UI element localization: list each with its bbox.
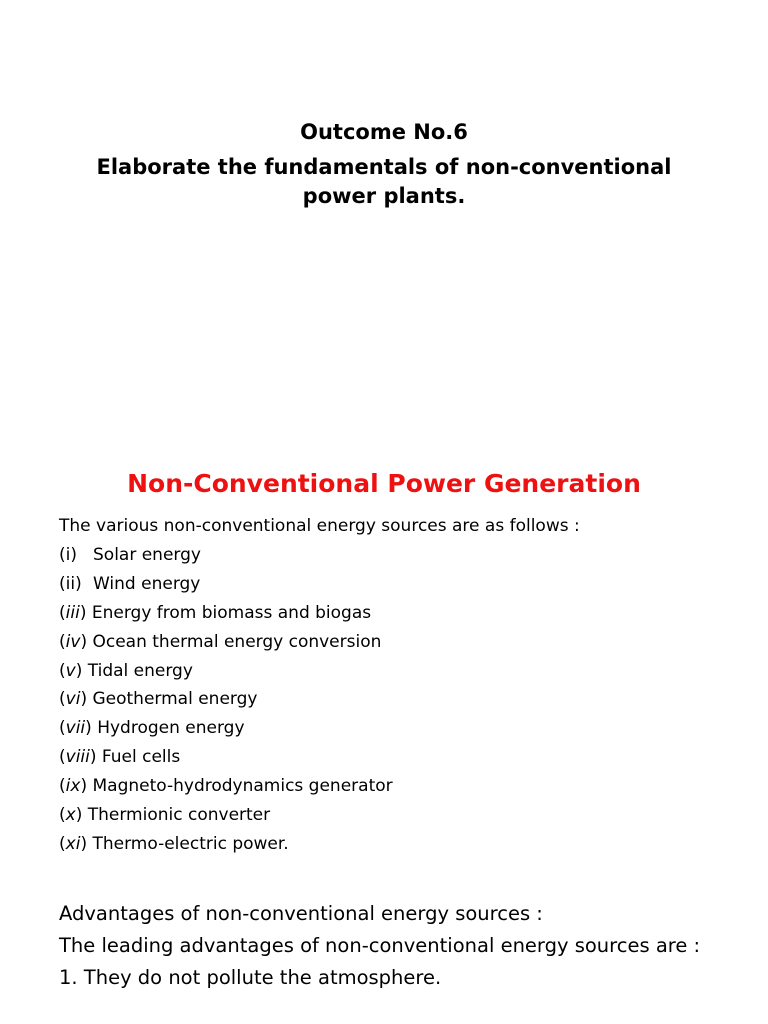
list-item-numeral: vii xyxy=(65,718,86,739)
list-item-label: Thermo-electric power. xyxy=(92,833,289,854)
list-item-label: Magneto-hydrodynamics generator xyxy=(92,776,393,797)
list-item-numeral: v xyxy=(65,660,76,681)
slide-outcome xyxy=(0,0,768,430)
list-item-numeral: vi xyxy=(65,689,81,710)
list-item-label: Ocean thermal energy conversion xyxy=(92,631,382,652)
list-item-numeral: xi xyxy=(65,833,81,854)
list-item-label: Thermionic converter xyxy=(87,805,271,826)
advantage-item: 1. They do not pollute the atmosphere. xyxy=(59,966,442,989)
list-item-label: Tidal energy xyxy=(87,660,193,681)
list-item-label: Geothermal energy xyxy=(92,689,258,710)
list-item-label: Wind energy xyxy=(93,573,201,594)
list-item-label: Solar energy xyxy=(93,545,201,565)
list-item: (iv) Ocean thermal energy conversion xyxy=(59,631,382,652)
list-item: (viii) Fuel cells xyxy=(59,747,181,768)
advantages-section xyxy=(59,898,719,994)
list-item: (x) Thermionic converter xyxy=(59,805,271,826)
list-item-numeral: ii xyxy=(65,573,76,594)
advantages-heading: Advantages of non-conventional energy sources : xyxy=(59,902,543,925)
list-item-label: Energy from biomass and biogas xyxy=(91,602,372,623)
list-item-numeral: x xyxy=(65,805,76,826)
list-item: (iii) Energy from biomass and biogas xyxy=(59,602,372,623)
list-item: (vi) Geothermal energy xyxy=(59,689,258,710)
outcome-label: Outcome No.6 xyxy=(300,120,468,144)
list-item: (i) Solar energy xyxy=(59,545,201,565)
list-item: (vii) Hydrogen energy xyxy=(59,718,245,739)
list-item-numeral: iv xyxy=(65,631,81,652)
list-item-numeral: viii xyxy=(65,747,90,768)
intro-text: The various non-conventional energy sources are as follows : xyxy=(59,516,580,536)
advantages-intro: The leading advantages of non-conventional energy sources are : xyxy=(59,934,701,957)
list-item: (ii) Wind energy xyxy=(59,573,201,594)
list-item-label: Fuel cells xyxy=(101,747,181,768)
list-item-numeral: i xyxy=(65,545,71,565)
slide-non-conventional-power xyxy=(0,430,768,1024)
list-item-numeral: iii xyxy=(65,602,80,623)
list-item: (xi) Thermo-electric power. xyxy=(59,833,289,854)
list-item-numeral: ix xyxy=(65,776,81,797)
section-heading: Non-Conventional Power Generation xyxy=(127,469,641,498)
energy-source-list xyxy=(59,541,393,859)
outcome-title: Elaborate the fundamentals of non-conventional power plants. xyxy=(96,155,672,208)
list-item: (ix) Magneto-hydrodynamics generator xyxy=(59,776,393,797)
list-item: (v) Tidal energy xyxy=(59,660,193,681)
list-item-label: Hydrogen energy xyxy=(97,718,245,739)
